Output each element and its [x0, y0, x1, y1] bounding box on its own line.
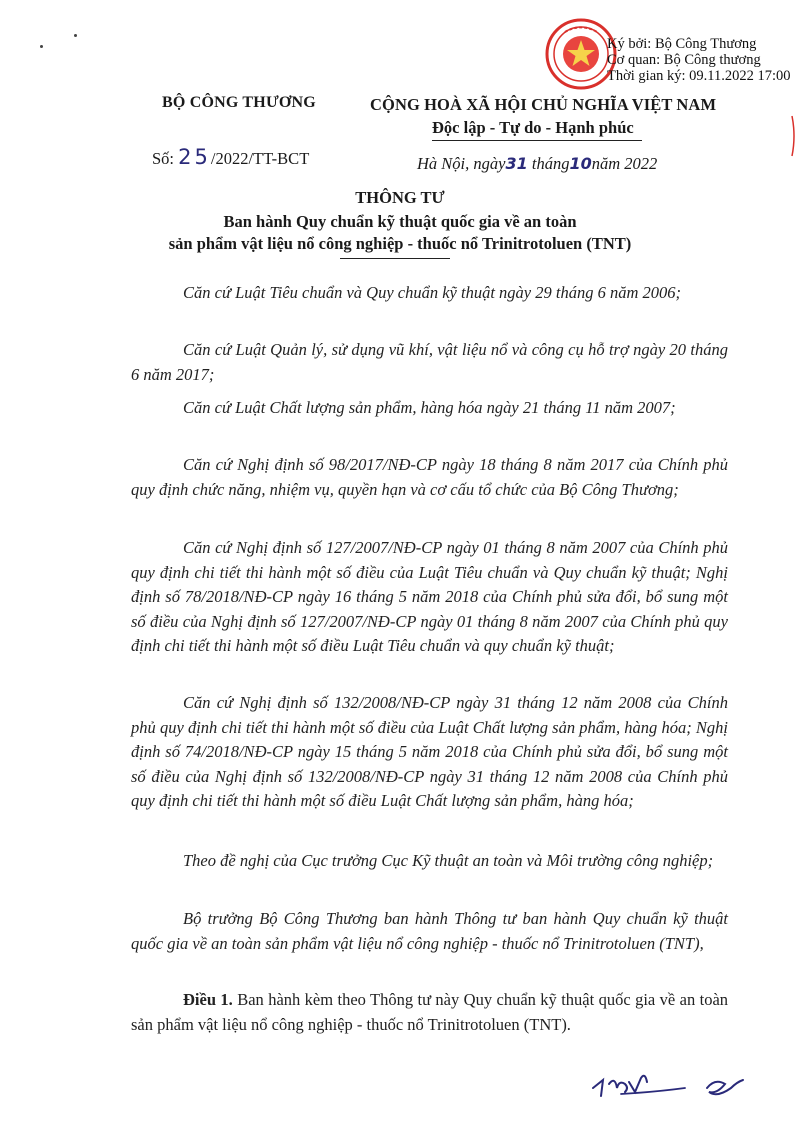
legal-basis-paragraph: Căn cứ Nghị định số 127/2007/NĐ-CP ngày 01 tháng 8 năm 2007 của Chính phủ quy định chi tiết thi hành một số điều của Luật Tiêu chuẩn và Quy chuẩn kỹ thuật; Nghị định số 78/2018/NĐ-CP ngày 16 tháng 5 năm 2018 của Chính phủ sửa đổi, bổ sung một số điều của Nghị định số 127/2007/NĐ-CP ngày 01 tháng 8 năm 2007 của Chính phủ quy định chi tiết thi hành một số điều Luật Tiêu chuẩn và quy chuẩn kỹ thuật; [131, 538, 728, 656]
date-year: năm 2022 [591, 154, 658, 173]
issuing-organization: BỘ CÔNG THƯƠNG [162, 94, 316, 111]
national-motto: Độc lập - Tự do - Hạnh phúc [432, 118, 634, 137]
signing-time: Thời gian ký: 09.11.2022 17:00 [607, 68, 791, 84]
legal-basis-paragraph: Căn cứ Luật Chất lượng sản phẩm, hàng hóa ngày 21 tháng 11 năm 2007; [183, 398, 676, 417]
article-1-text: Ban hành kèm theo Thông tư này Quy chuẩn kỹ thuật quốc gia về an toàn sản phẩm vật liệu nổ công nghiệp - thuốc nổ Trinitrotoluen (TNT). [131, 990, 729, 1034]
date-place: Hà Nội, ngày [417, 154, 506, 173]
document-type: THÔNG TƯ [355, 188, 445, 207]
motto-underline [432, 140, 642, 141]
scan-speck [74, 34, 77, 37]
legal-basis-paragraph: Căn cứ Luật Tiêu chuẩn và Quy chuẩn kỹ thuật ngày 29 tháng 6 năm 2006; [183, 283, 681, 302]
scan-speck [40, 45, 43, 48]
handwritten-initials-icon [585, 1058, 765, 1108]
document-title-line2: sản phẩm vật liệu nổ công nghiệp - thuốc nổ Trinitrotoluen (TNT) [168, 234, 632, 253]
digital-signature-info [607, 36, 791, 84]
document-date [417, 154, 657, 174]
signing-agency: Cơ quan: Bộ Công thương [607, 52, 761, 68]
document-title-line1: Ban hành Quy chuẩn kỹ thuật quốc gia về an toàn [223, 212, 577, 231]
title-underline [340, 258, 450, 259]
signed-by: Ký bởi: Bộ Công Thương [607, 36, 757, 52]
seal-fragment-icon [776, 96, 800, 176]
article-1-label: Điều 1. [183, 990, 233, 1009]
promulgation-paragraph: Bộ trưởng Bộ Công Thương ban hành Thông tư ban hành Quy chuẩn kỹ thuật quốc gia về an toàn sản phẩm vật liệu nổ công nghiệp - thuốc nổ Trinitrotoluen (TNT), [131, 909, 728, 953]
handwritten-number: 25 [178, 145, 211, 169]
legal-basis-paragraph: Căn cứ Luật Quản lý, sử dụng vũ khí, vật liệu nổ và công cụ hỗ trợ ngày 20 tháng 6 năm 2017; [131, 340, 728, 384]
number-prefix: Số: [152, 149, 175, 168]
handwritten-day: 31 [505, 154, 528, 173]
date-month-word: tháng [531, 154, 570, 173]
number-suffix: /2022/TT-BCT [210, 149, 310, 168]
national-title: CỘNG HOÀ XÃ HỘI CHỦ NGHĨA VIỆT NAM [370, 95, 717, 114]
document-number [152, 145, 309, 169]
proposal-paragraph: Theo đề nghị của Cục trưởng Cục Kỹ thuật an toàn và Môi trường công nghiệp; [183, 851, 714, 870]
legal-basis-paragraph: Căn cứ Nghị định số 98/2017/NĐ-CP ngày 18 tháng 8 năm 2017 của Chính phủ quy định chức năng, nhiệm vụ, quyền hạn và cơ cấu tổ chức của Bộ Công Thương; [131, 455, 728, 499]
handwritten-month: 10 [569, 154, 592, 173]
article-1 [131, 988, 728, 1037]
legal-basis-paragraph: Căn cứ Nghị định số 132/2008/NĐ-CP ngày 31 tháng 12 năm 2008 của Chính phủ quy định chi tiết thi hành một số điều của Luật Chất lượng sản phẩm, hàng hóa; Nghị định số 74/2018/NĐ-CP ngày 15 tháng 5 năm 2018 của Chính phủ sửa đổi, bổ sung một số điều của Nghị định số 132/2008/NĐ-CP ngày 31 tháng 12 năm 2008 của Chính phủ quy định chi tiết thi hành một số điều Luật Chất lượng sản phẩm, hàng hóa; [131, 693, 728, 811]
